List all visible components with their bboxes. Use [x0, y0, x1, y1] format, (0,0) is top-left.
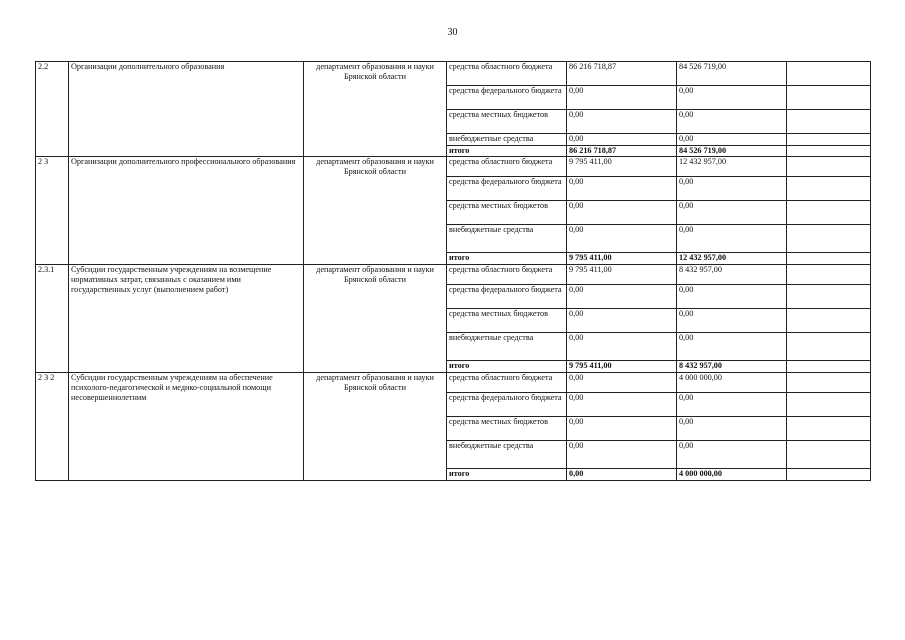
funding-source: итого	[447, 253, 567, 265]
amount-first-year: 86 216 718,87	[567, 146, 677, 157]
empty-cell	[787, 177, 871, 201]
amount-second-year: 4 000 000,00	[677, 373, 787, 393]
table-row	[36, 265, 871, 285]
funding-source: средства федерального бюджета	[447, 86, 567, 110]
empty-cell	[787, 86, 871, 110]
funding-source: средства федерального бюджета	[447, 393, 567, 417]
item-name: Субсидии государственным учреждениям на возмещение нормативных затрат, связанных с оказанием ими государственных услуг (выполнением работ)	[69, 265, 304, 373]
empty-cell	[787, 361, 871, 373]
amount-second-year: 12 432 957,00	[677, 157, 787, 177]
funding-source: внебюджетные средства	[447, 134, 567, 146]
amount-first-year: 9 795 411,00	[567, 265, 677, 285]
empty-cell	[787, 417, 871, 441]
funding-source: средства местных бюджетов	[447, 309, 567, 333]
amount-second-year: 0,00	[677, 177, 787, 201]
responsible-department: департамент образования и науки Брянской области	[304, 157, 447, 265]
amount-second-year: 8 432 957,00	[677, 361, 787, 373]
amount-first-year: 9 795 411,00	[567, 157, 677, 177]
funding-source: средства местных бюджетов	[447, 201, 567, 225]
funding-source: внебюджетные средства	[447, 225, 567, 253]
funding-source: средства областного бюджета	[447, 265, 567, 285]
table-row	[36, 157, 871, 177]
amount-first-year: 0,00	[567, 373, 677, 393]
empty-cell	[787, 373, 871, 393]
funding-source: итого	[447, 469, 567, 481]
amount-first-year: 0,00	[567, 309, 677, 333]
amount-first-year: 0,00	[567, 177, 677, 201]
amount-second-year: 84 526 719,00	[677, 62, 787, 86]
funding-source: средства федерального бюджета	[447, 177, 567, 201]
amount-first-year: 0,00	[567, 441, 677, 469]
item-name: Организации дополнительного образования	[69, 62, 304, 157]
amount-second-year: 0,00	[677, 134, 787, 146]
amount-second-year: 0,00	[677, 201, 787, 225]
budget-table	[35, 61, 871, 481]
table-row	[36, 62, 871, 86]
amount-second-year: 4 000 000,00	[677, 469, 787, 481]
funding-source: средства областного бюджета	[447, 62, 567, 86]
funding-source: итого	[447, 146, 567, 157]
funding-source: средства местных бюджетов	[447, 417, 567, 441]
amount-first-year: 9 795 411,00	[567, 361, 677, 373]
empty-cell	[787, 201, 871, 225]
amount-first-year: 0,00	[567, 134, 677, 146]
budget-table-body	[36, 62, 871, 481]
amount-second-year: 12 432 957,00	[677, 253, 787, 265]
empty-cell	[787, 393, 871, 417]
empty-cell	[787, 253, 871, 265]
item-number: 2.2	[36, 62, 69, 157]
amount-second-year: 0,00	[677, 285, 787, 309]
amount-second-year: 8 432 957,00	[677, 265, 787, 285]
amount-first-year: 9 795 411,00	[567, 253, 677, 265]
empty-cell	[787, 265, 871, 285]
amount-first-year: 0,00	[567, 86, 677, 110]
amount-second-year: 0,00	[677, 86, 787, 110]
amount-second-year: 84 526 719,00	[677, 146, 787, 157]
amount-second-year: 0,00	[677, 417, 787, 441]
amount-first-year: 0,00	[567, 285, 677, 309]
funding-source: внебюджетные средства	[447, 333, 567, 361]
empty-cell	[787, 110, 871, 134]
empty-cell	[787, 441, 871, 469]
funding-source: средства местных бюджетов	[447, 110, 567, 134]
amount-second-year: 0,00	[677, 333, 787, 361]
funding-source: средства областного бюджета	[447, 373, 567, 393]
amount-second-year: 0,00	[677, 309, 787, 333]
amount-second-year: 0,00	[677, 441, 787, 469]
amount-first-year: 0,00	[567, 110, 677, 134]
responsible-department: департамент образования и науки Брянской области	[304, 373, 447, 481]
amount-first-year: 0,00	[567, 469, 677, 481]
empty-cell	[787, 134, 871, 146]
table-row	[36, 373, 871, 393]
amount-first-year: 0,00	[567, 417, 677, 441]
item-number: 2 3 2	[36, 373, 69, 481]
item-number: 2.3.1	[36, 265, 69, 373]
funding-source: средства федерального бюджета	[447, 285, 567, 309]
amount-second-year: 0,00	[677, 225, 787, 253]
empty-cell	[787, 62, 871, 86]
funding-source: средства областного бюджета	[447, 157, 567, 177]
page-number: 30	[447, 27, 458, 38]
empty-cell	[787, 146, 871, 157]
amount-first-year: 0,00	[567, 225, 677, 253]
item-name: Субсидии государственным учреждениям на обеспечение психолого-педагогической и медико-социальной помощи несовершеннолетним	[69, 373, 304, 481]
empty-cell	[787, 469, 871, 481]
item-number: 2 3	[36, 157, 69, 265]
responsible-department: департамент образования и науки Брянской области	[304, 265, 447, 373]
amount-first-year: 0,00	[567, 333, 677, 361]
empty-cell	[787, 309, 871, 333]
empty-cell	[787, 333, 871, 361]
responsible-department: департамент образования и науки Брянской области	[304, 62, 447, 157]
amount-first-year: 0,00	[567, 201, 677, 225]
amount-first-year: 86 216 718,87	[567, 62, 677, 86]
empty-cell	[787, 157, 871, 177]
item-name: Организации дополнительного профессионального образования	[69, 157, 304, 265]
amount-second-year: 0,00	[677, 110, 787, 134]
amount-first-year: 0,00	[567, 393, 677, 417]
funding-source: внебюджетные средства	[447, 441, 567, 469]
empty-cell	[787, 285, 871, 309]
funding-source: итого	[447, 361, 567, 373]
amount-second-year: 0,00	[677, 393, 787, 417]
empty-cell	[787, 225, 871, 253]
